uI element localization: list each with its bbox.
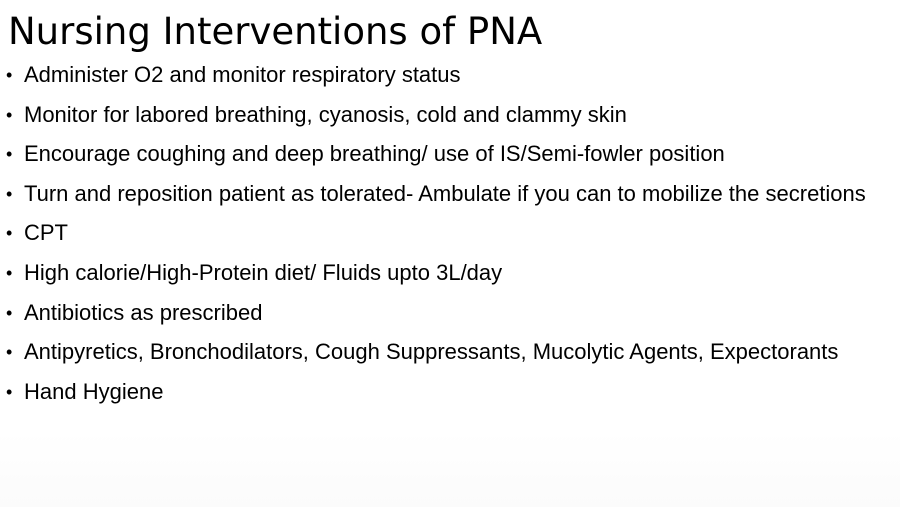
bullet-icon: • bbox=[6, 302, 13, 323]
bullet-item bbox=[4, 100, 874, 130]
bullet-icon: • bbox=[6, 223, 13, 244]
bullet-text: Monitor for labored breathing, cyanosis, cold and clammy skin bbox=[24, 101, 627, 127]
bullet-text: Antibiotics as prescribed bbox=[24, 299, 263, 325]
bullet-text: High calorie/High-Protein diet/ Fluids upto 3L/day bbox=[24, 259, 503, 285]
bullet-item bbox=[4, 60, 874, 90]
slide-title: Nursing Interventions of PNA bbox=[8, 10, 543, 53]
bullet-text: Antipyretics, Bronchodilators, Cough Suppressants, Mucolytic Agents, Expectorants bbox=[24, 339, 839, 365]
bullet-item bbox=[4, 258, 874, 288]
bullet-item bbox=[4, 139, 874, 169]
bullet-list bbox=[4, 60, 874, 416]
bullet-icon: • bbox=[6, 262, 13, 283]
bullet-item bbox=[4, 377, 874, 407]
bullet-text: Encourage coughing and deep breathing/ use of IS/Semi-fowler position bbox=[24, 141, 725, 167]
bullet-text: Turn and reposition patient as tolerated- Ambulate if you can to mobilize the secretions bbox=[24, 180, 866, 206]
bullet-icon: • bbox=[6, 65, 13, 85]
bullet-item bbox=[4, 337, 874, 367]
bullet-icon: • bbox=[6, 183, 13, 204]
bullet-icon: • bbox=[6, 144, 13, 165]
bullet-icon: • bbox=[6, 104, 13, 125]
bullet-icon: • bbox=[6, 342, 13, 363]
bullet-icon: • bbox=[6, 381, 13, 402]
bullet-item bbox=[4, 298, 874, 328]
bullet-item bbox=[4, 218, 874, 248]
bullet-item bbox=[4, 179, 874, 209]
bullet-text: CPT bbox=[24, 220, 68, 246]
bullet-text: Hand Hygiene bbox=[24, 378, 164, 404]
bullet-text: Administer O2 and monitor respiratory status bbox=[24, 62, 461, 87]
